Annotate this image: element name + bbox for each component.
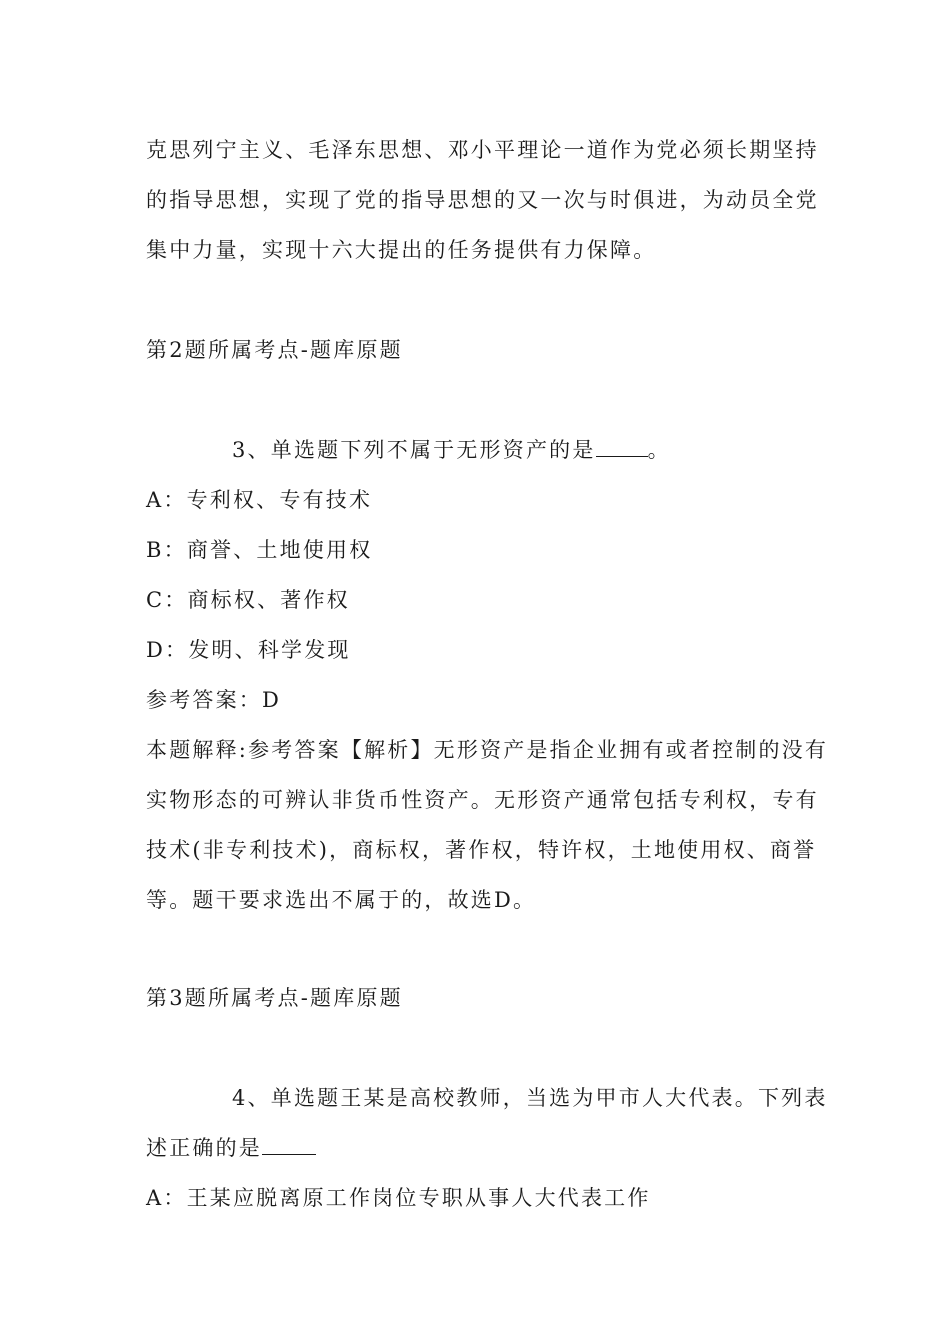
- option-a: A：专利权、专有技术: [146, 488, 373, 512]
- knowledge-point-heading: 第2题所属考点-题库原题: [146, 338, 403, 362]
- option-b: B：商誉、土地使用权: [146, 538, 373, 562]
- paragraph-line: 的指导思想，实现了党的指导思想的又一次与时俱进，为动员全党: [146, 188, 819, 212]
- question-stem-continued: [146, 1134, 316, 1162]
- explanation-line: 等。题干要求选出不属于的，故选D。: [146, 888, 537, 912]
- option-a: A：王某应脱离原工作岗位专职从事人大代表工作: [146, 1186, 651, 1210]
- option-c: C：商标权、著作权: [146, 588, 350, 612]
- question-stem-end: 。: [647, 438, 671, 462]
- paragraph-line: 集中力量，实现十六大提出的任务提供有力保障。: [146, 238, 657, 262]
- question-stem-text: 3、单选题下列不属于无形资产的是: [232, 438, 596, 462]
- explanation-line: 本题解释:参考答案【解析】无形资产是指企业拥有或者控制的没有: [146, 738, 829, 762]
- answer-blank: [262, 1134, 316, 1155]
- explanation-line: 实物形态的可辨认非货币性资产。无形资产通常包括专利权，专有: [146, 788, 819, 812]
- question-stem: 4、单选题王某是高校教师，当选为甲市人大代表。下列表: [232, 1086, 828, 1110]
- question-stem-text: 述正确的是: [146, 1136, 262, 1160]
- explanation-line: 技术(非专利技术)，商标权，著作权，特许权，土地使用权、商誉: [146, 838, 817, 862]
- answer-blank: [596, 436, 648, 457]
- knowledge-point-heading: 第3题所属考点-题库原题: [146, 986, 403, 1010]
- paragraph-line: 克思列宁主义、毛泽东思想、邓小平理论一道作为党必须长期坚持: [146, 138, 819, 162]
- reference-answer: 参考答案：D: [146, 688, 282, 712]
- option-d: D：发明、科学发现: [146, 638, 351, 662]
- question-stem: [232, 436, 671, 464]
